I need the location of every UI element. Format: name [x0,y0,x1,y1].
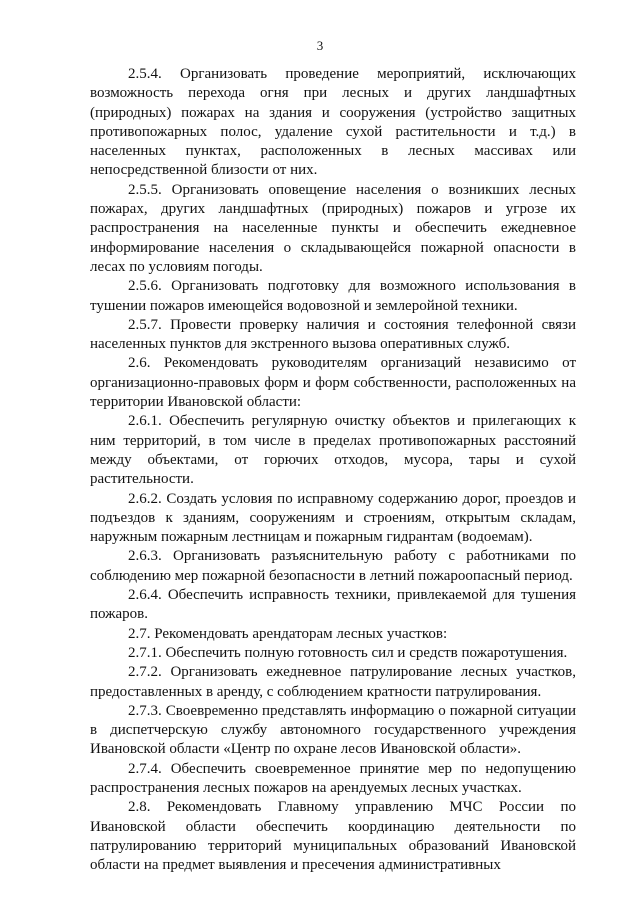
paragraph-2-5-5: 2.5.5. Организовать оповещение населения о возникших лесных пожарах, других ландшафтных (природных) пожаров и угрозе их распространения на населенные пункты и обеспечить ежедневное информирование населения о складывающейся пожарной опасности в лесах по условиям погоды. [90,181,576,275]
paragraph-2-7: 2.7. Рекомендовать арендаторам лесных участков: [128,625,448,642]
paragraph-2-7-4: 2.7.4. Обеспечить своевременное принятие мер по недопущению распространения лесных пожаров на арендуемых лесных участках. [90,760,576,796]
paragraph-2-8: 2.8. Рекомендовать Главному управлению МЧС России по Ивановской области обеспечить координацию деятельности по патрулированию территорий муниципальных образований Ивановской области на предмет выявления и пресечения административных [90,799,576,874]
paragraph-2-7-1: 2.7.1. Обеспечить полную готовность сил и средств пожаротушения. [128,644,568,661]
paragraph-2-6: 2.6. Рекомендовать руководителям организаций независимо от организационно-правовых форм и форм собственности, расположенных на территории Ивановской области: [90,355,576,411]
document-body [90,65,576,875]
paragraph-2-5-6: 2.5.6. Организовать подготовку для возможного использования в тушении пожаров имеющейся водовозной и землеройной техники. [90,278,576,314]
paragraph-2-6-2: 2.6.2. Создать условия по исправному содержанию дорог, проездов и подъездов к зданиям, сооружениям и строениям, открытым складам, наружным пожарным лестницам и пожарным гидрантам (водоемам). [90,490,576,546]
paragraph-2-6-4: 2.6.4. Обеспечить исправность техники, привлекаемой для тушения пожаров. [90,587,576,623]
paragraph-2-5-7: 2.5.7. Провести проверку наличия и состояния телефонной связи населенных пунктов для экстренного вызова оперативных служб. [90,316,576,353]
paragraph-2-7-3: 2.7.3. Своевременно представлять информацию о пожарной ситуации в диспетчерскую службу автономного государственного учреждения Ивановской области «Центр по охране лесов Ивановской области». [90,702,576,758]
paragraph-2-7-2: 2.7.2. Организовать ежедневное патрулирование лесных участков, предоставленных в аренду, с соблюдением кратности патрулирования. [90,664,576,700]
paragraph-2-5-4: 2.5.4. Организовать проведение мероприятий, исключающих возможность перехода огня при лесных и других ландшафтных (природных) пожарах на здания и сооружения (устройство защитных противопожарных полос, удаление сухой растительности и т.д.) в населенных пунктах, расположенных в лесных массивах или непосредственной близости от них. [90,66,576,179]
paragraph-2-6-1: 2.6.1. Обеспечить регулярную очистку объектов и прилегающих к ним территорий, в том числе в пределах противопожарных расстояний между объектами, от горючих отходов, мусора, тары и сухой растительности. [90,413,576,488]
page-number: 3 [316,38,324,53]
paragraph-2-6-3: 2.6.3. Организовать разъяснительную работу с работниками по соблюдению мер пожарной безопасности в летний пожароопасный период. [90,548,576,584]
